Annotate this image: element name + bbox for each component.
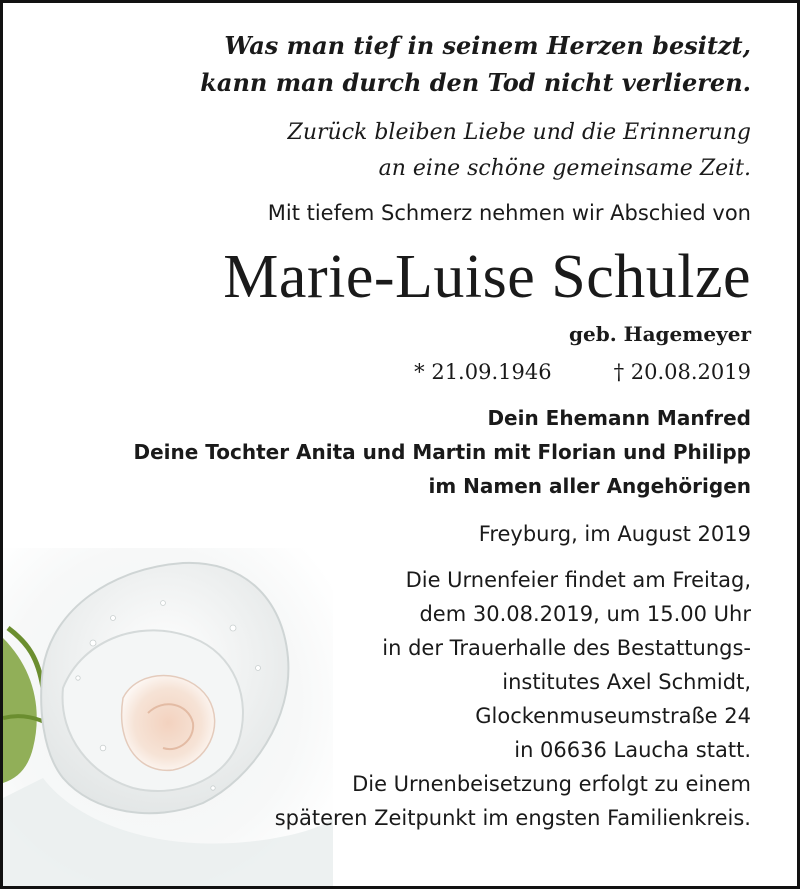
ceremony-line: in der Trauerhalle des Bestattungs-	[382, 636, 751, 660]
ceremony-line: späteren Zeitpunkt im engsten Familienkreis.	[274, 806, 751, 830]
verse-line: an eine schöne gemeinsame Zeit.	[378, 156, 751, 181]
verse-line: Zurück bleiben Liebe und die Erinnerung	[287, 120, 751, 145]
ceremony-line: Die Urnenbeisetzung erfolgt zu einem	[352, 772, 751, 796]
verse	[43, 115, 751, 187]
mourners	[43, 401, 751, 503]
mourner-line: im Namen aller Angehörigen	[428, 474, 751, 498]
motto-line: Was man tief in seinem Herzen besitzt,	[224, 31, 751, 60]
mourner-line: Dein Ehemann Manfred	[487, 406, 751, 430]
life-dates	[43, 355, 751, 389]
mourner-line: Deine Tochter Anita und Martin mit Florian und Philipp	[133, 440, 751, 464]
ceremony-line: Glockenmuseumstraße 24	[475, 704, 751, 728]
ceremony-line: institutes Axel Schmidt,	[502, 670, 751, 694]
notice-text	[43, 27, 751, 835]
ceremony-info	[43, 563, 751, 835]
motto	[43, 27, 751, 101]
birth-date: * 21.09.1946	[414, 360, 552, 384]
place-date: Freyburg, im August 2019	[478, 522, 751, 546]
intro-text: Mit tiefem Schmerz nehmen wir Abschied von	[267, 201, 751, 225]
birth-name: geb. Hagemeyer	[569, 322, 751, 346]
death-date: † 20.08.2019	[613, 360, 751, 384]
deceased-name: Marie-Luise Schulze	[223, 243, 751, 311]
motto-line: kann man durch den Tod nicht verlieren.	[200, 68, 751, 97]
ceremony-line: in 06636 Laucha statt.	[514, 738, 751, 762]
ceremony-line: dem 30.08.2019, um 15.00 Uhr	[419, 602, 751, 626]
ceremony-line: Die Urnenfeier findet am Freitag,	[405, 568, 751, 592]
